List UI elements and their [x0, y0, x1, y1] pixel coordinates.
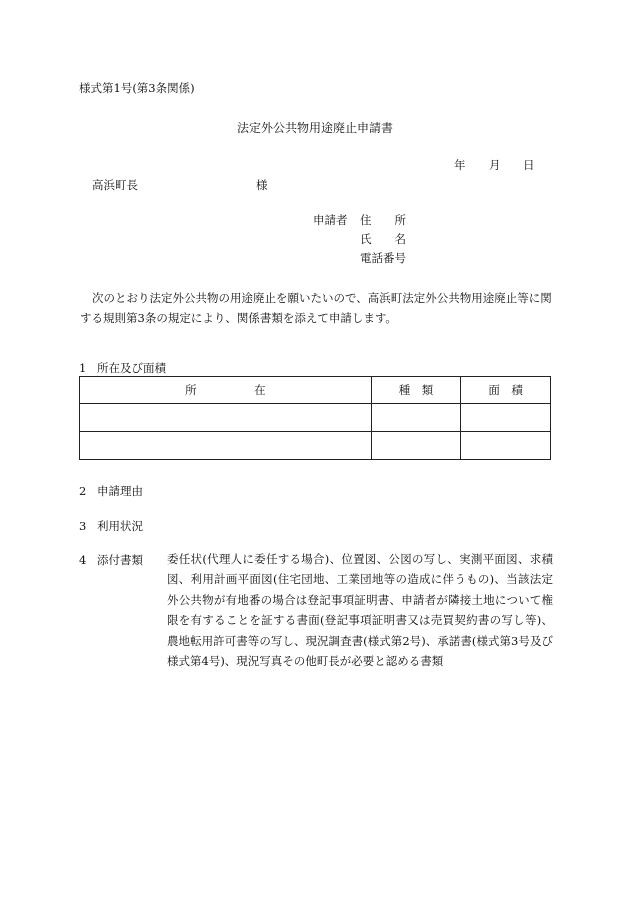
addressee-name: 高浜町長 [92, 178, 138, 192]
date-year-label: 年 [454, 158, 466, 172]
column-header-location: 所 在 [80, 377, 372, 404]
document-title: 法定外公共物用途廃止申請書 [237, 121, 394, 135]
table-row [80, 404, 551, 432]
intro-paragraph: 次のとおり法定外公共物の用途廃止を願いたいので、高浜町法定外公共物用途廃止等に関する規則第3条の規定により、関係書類を添えて申請します。 [80, 291, 552, 325]
location-area-table [79, 376, 551, 460]
form-number: 様式第1号(第3条関係) [79, 81, 195, 95]
table-row [80, 432, 551, 460]
date-day-label: 日 [523, 158, 535, 172]
table-cell-location[interactable] [80, 432, 372, 460]
section3-number: 3 [79, 519, 87, 533]
applicant-address-label: 住 所 [360, 213, 406, 227]
section1-number: 1 [79, 361, 87, 375]
section3-title: 利用状況 [97, 519, 143, 533]
applicant-name-label: 氏 名 [360, 232, 406, 246]
table-cell-location[interactable] [80, 404, 372, 432]
column-header-type: 種 類 [371, 377, 461, 404]
table-cell-area[interactable] [461, 432, 551, 460]
section1-title: 所在及び面積 [97, 361, 166, 375]
applicant-label: 申請者 [313, 213, 348, 227]
section4-number: 4 [79, 553, 87, 567]
table-cell-area[interactable] [461, 404, 551, 432]
attachment-list-text: 委任状(代理人に委任する場合)、位置図、公図の写し、実測平面図、求積図、利用計画平面図(住宅団地、工業団地等の造成に伴うもの)、当該法定外公共物が有地番の場合は登記事項証明書、申請者が隣接土地について権限を有することを証する書面(登記事項証明書又は売買契約書の写し等)、農地転用許可書等の写し、現況調査書(様式第2号)、承諾書(様式第3号及び様式第4号)、現況写真その他町長が必要と認める書類 [167, 552, 553, 669]
section2-title: 申請理由 [97, 484, 143, 498]
addressee-honorific: 様 [256, 178, 268, 192]
date-month-label: 月 [489, 158, 501, 172]
table-cell-type[interactable] [371, 404, 461, 432]
table-header-row [80, 377, 551, 404]
table-cell-type[interactable] [371, 432, 461, 460]
section4-title: 添付書類 [97, 553, 143, 567]
column-header-area: 面 積 [461, 377, 551, 404]
section2-number: 2 [79, 484, 87, 498]
applicant-phone-label: 電話番号 [360, 251, 406, 265]
